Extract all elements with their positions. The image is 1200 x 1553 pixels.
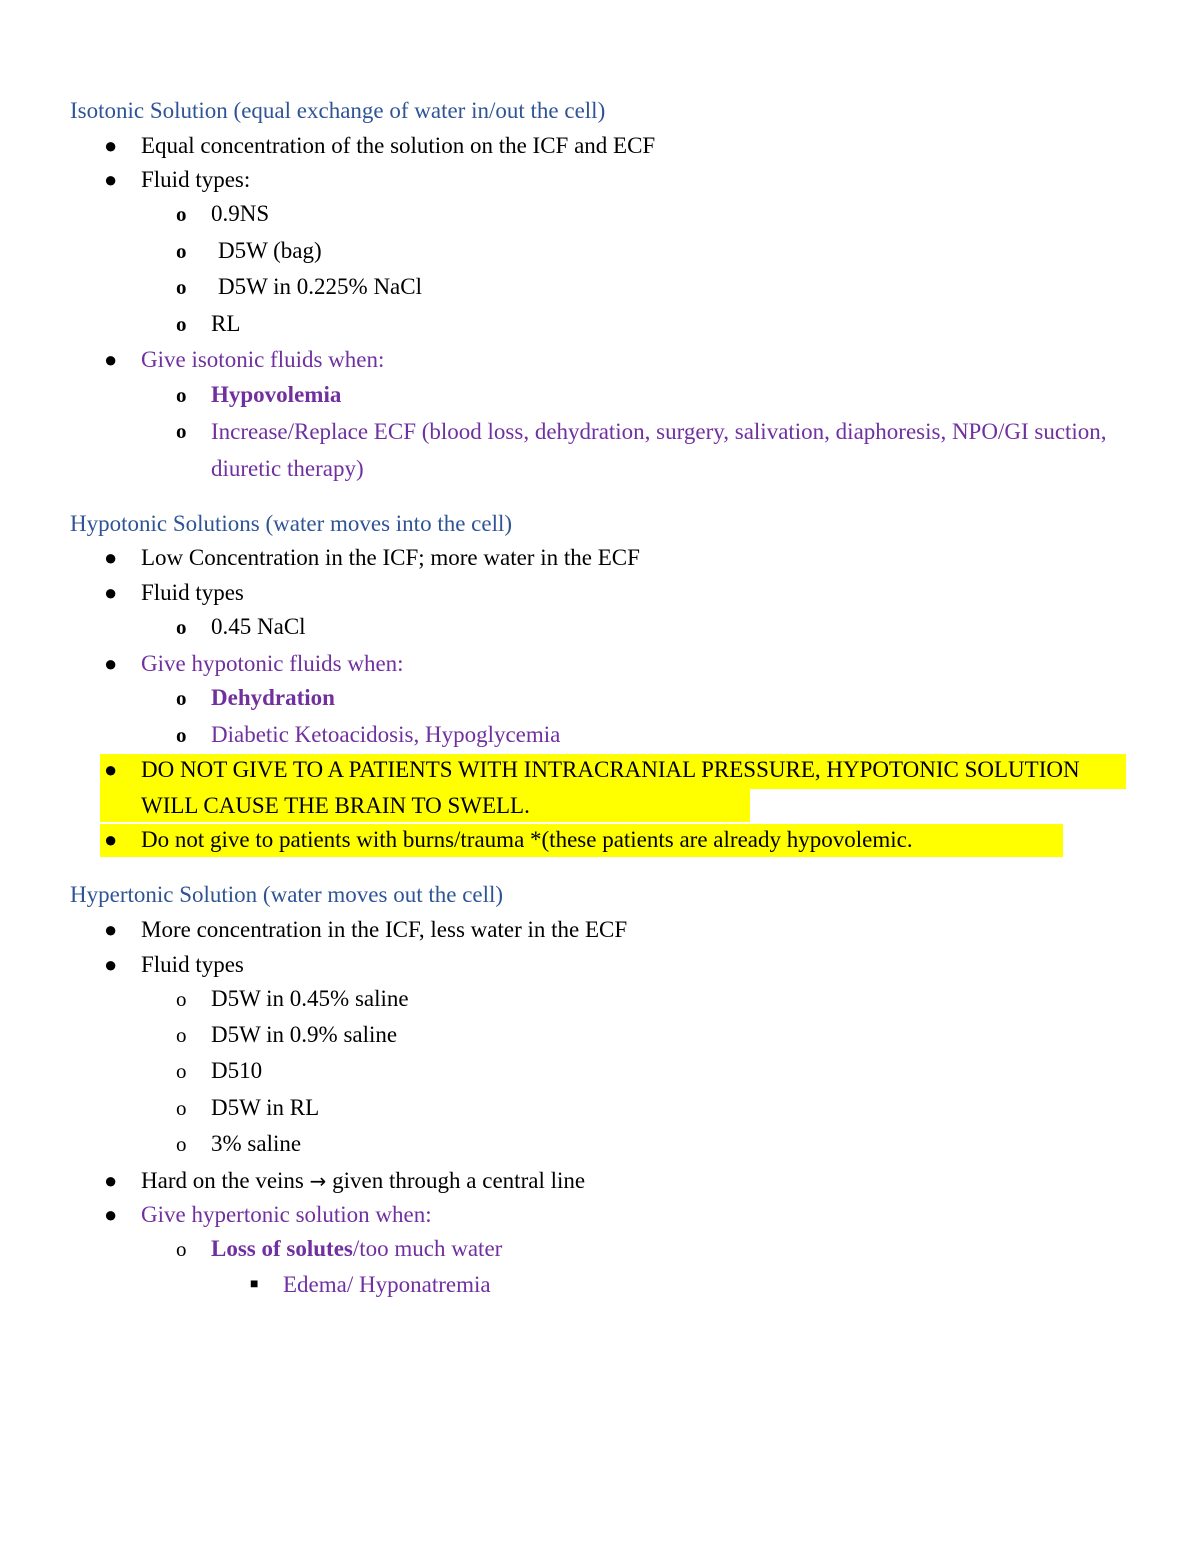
hollow-bullet-icon: o xyxy=(176,419,187,443)
hypotonic-warning-icp: DO NOT GIVE TO A PATIENTS WITH INTRACRANIAL PRESSURE, HYPOTONIC SOLUTION WILL CAUSE THE BRAIN TO SWELL. xyxy=(141,757,1080,818)
isotonic-heading: Isotonic Solution (equal exchange of water in/out the cell) xyxy=(70,98,606,123)
right-arrow-icon: → xyxy=(309,1169,327,1193)
isotonic-fluid-item: D5W in 0.225% NaCl xyxy=(218,274,423,299)
hollow-bullet-icon: o xyxy=(176,987,187,1011)
hypertonic-fluid-item: 3% saline xyxy=(211,1131,302,1156)
hypotonic-reason-dka: Diabetic Ketoacidosis, Hypoglycemia xyxy=(211,722,561,747)
isotonic-fluid-item: 0.9NS xyxy=(211,201,270,226)
hollow-bullet-icon: o xyxy=(176,615,187,639)
isotonic-give-when: Give isotonic fluids when: xyxy=(141,347,385,372)
bullet-icon: ● xyxy=(104,347,118,372)
hollow-bullet-icon: o xyxy=(176,686,187,710)
bullet-icon: ● xyxy=(104,1202,118,1227)
square-bullet-icon: ■ xyxy=(250,1277,259,1292)
bullet-icon: ● xyxy=(104,1168,118,1193)
hollow-bullet-icon: o xyxy=(176,1059,187,1083)
hypotonic-give-when: Give hypotonic fluids when: xyxy=(141,651,404,676)
bullet-icon: ● xyxy=(104,917,118,942)
isotonic-fluid-item: D5W (bag) xyxy=(218,238,322,263)
hypertonic-veins-note xyxy=(141,1166,585,1196)
isotonic-bullet-fluid-types: Fluid types: xyxy=(141,167,251,192)
hypertonic-bullet-concentration: More concentration in the ICF, less water in the ECF xyxy=(141,917,628,942)
hypotonic-fluid-item: 0.45 NaCl xyxy=(211,614,306,639)
bullet-icon: ● xyxy=(104,827,118,852)
hypertonic-subreason: Edema/ Hyponatremia xyxy=(283,1272,491,1297)
hollow-bullet-icon: o xyxy=(176,239,187,263)
hollow-bullet-icon: o xyxy=(176,1023,187,1047)
hollow-bullet-icon: o xyxy=(176,1237,187,1261)
hollow-bullet-icon: o xyxy=(176,275,187,299)
bullet-icon: ● xyxy=(104,952,118,977)
hypotonic-bullet-fluid-types: Fluid types xyxy=(141,580,244,605)
central-line-text: given through a central line xyxy=(332,1168,586,1193)
isotonic-bullet-concentration: Equal concentration of the solution on the ICF and ECF xyxy=(141,133,656,158)
hypertonic-heading: Hypertonic Solution (water moves out the cell) xyxy=(70,882,504,907)
hypertonic-give-when: Give hypertonic solution when: xyxy=(141,1202,432,1227)
bullet-icon: ● xyxy=(104,133,118,158)
hollow-bullet-icon: o xyxy=(176,312,187,336)
veins-text: Hard on the veins xyxy=(141,1168,304,1193)
hypertonic-reason xyxy=(211,1234,502,1264)
bullet-icon: ● xyxy=(104,757,118,782)
bullet-icon: ● xyxy=(104,545,118,570)
hypotonic-reason-dehydration: Dehydration xyxy=(211,685,335,710)
hypotonic-warning-burns: Do not give to patients with burns/trauma *(these patients are already hypovolemic. xyxy=(141,827,913,852)
isotonic-fluid-item: RL xyxy=(211,311,241,336)
hypertonic-fluid-item: D5W in 0.9% saline xyxy=(211,1022,398,1047)
hypotonic-heading: Hypotonic Solutions (water moves into the cell) xyxy=(70,511,513,536)
loss-of-solutes-text: Loss of solutes xyxy=(211,1236,353,1261)
hollow-bullet-icon: o xyxy=(176,202,187,226)
hollow-bullet-icon: o xyxy=(176,383,187,407)
hypotonic-bullet-concentration: Low Concentration in the ICF; more water in the ECF xyxy=(141,545,640,570)
isotonic-reason-replace-ecf: Increase/Replace ECF (blood loss, dehydration, surgery, salivation, diaphoresis, NPO/GI suction, diuretic therapy) xyxy=(211,419,1107,481)
bullet-icon: ● xyxy=(104,651,118,676)
hypertonic-fluid-item: D510 xyxy=(211,1058,263,1083)
hypertonic-fluid-item: D5W in 0.45% saline xyxy=(211,986,409,1011)
bullet-icon: ● xyxy=(104,580,118,605)
bullet-icon: ● xyxy=(104,167,118,192)
hollow-bullet-icon: o xyxy=(176,723,187,747)
hollow-bullet-icon: o xyxy=(176,1096,187,1120)
hollow-bullet-icon: o xyxy=(176,1132,187,1156)
too-much-water-text: /too much water xyxy=(352,1236,503,1261)
isotonic-reason-hypovolemia: Hypovolemia xyxy=(211,382,342,407)
hypertonic-fluid-item: D5W in RL xyxy=(211,1095,320,1120)
hypertonic-bullet-fluid-types: Fluid types xyxy=(141,952,244,977)
